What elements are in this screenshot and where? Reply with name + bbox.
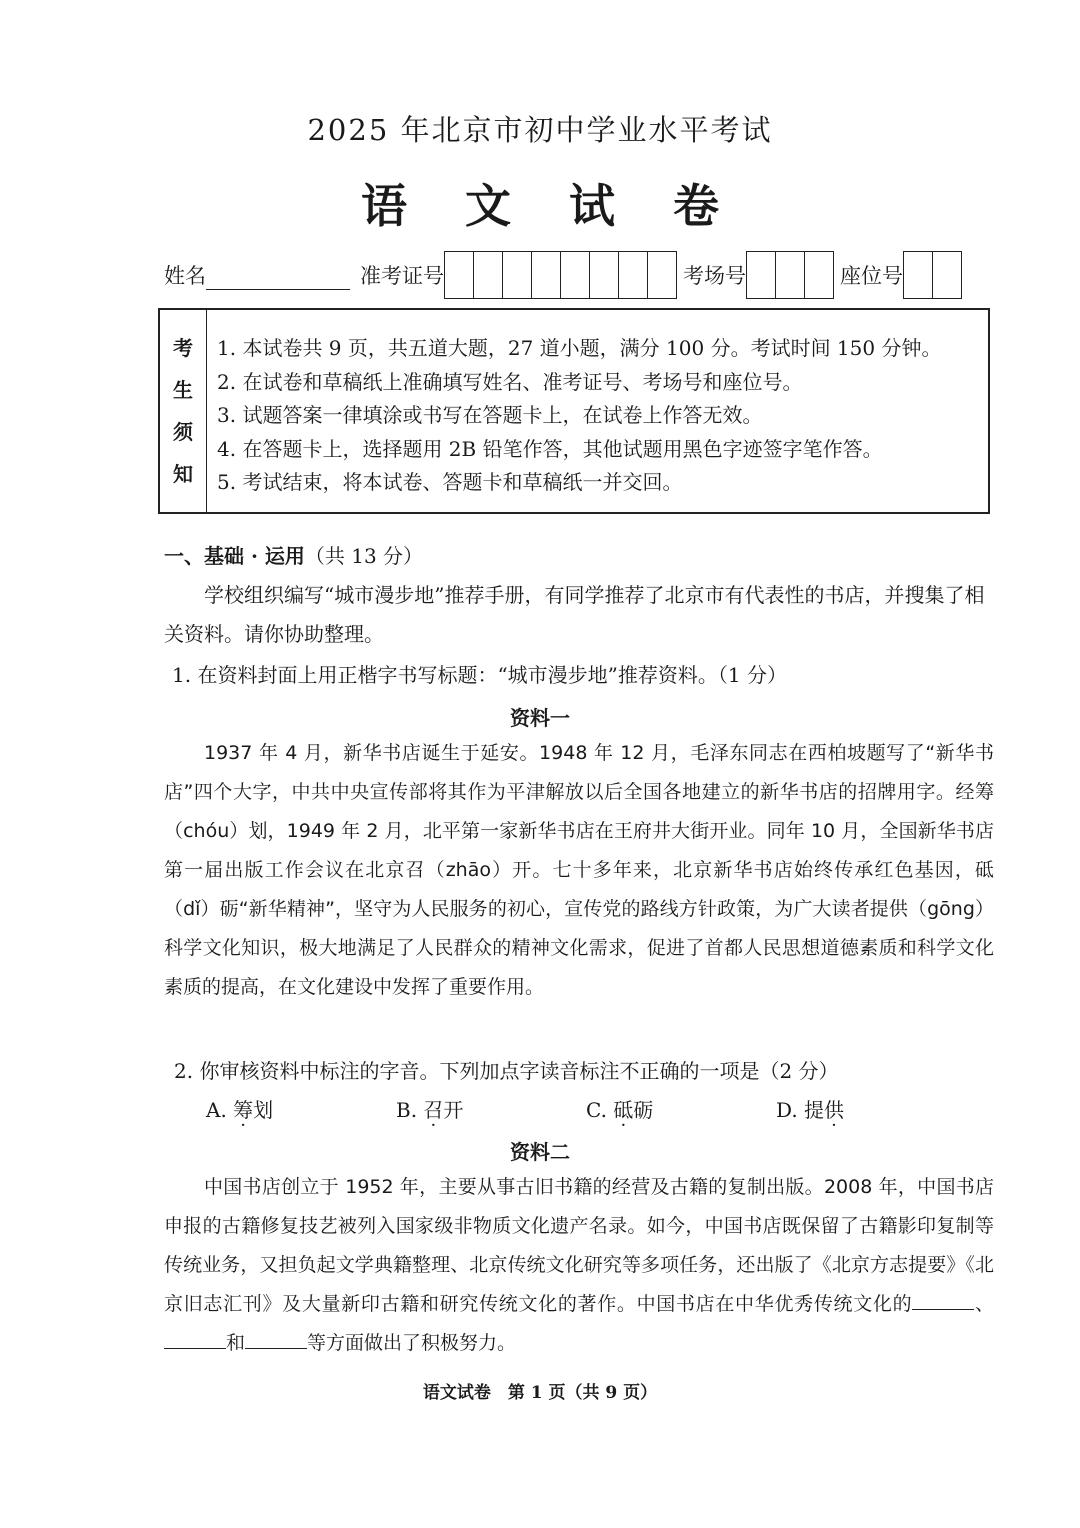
- material-2-text: [164, 1168, 994, 1363]
- material-2-ending: 等方面做出了积极努力。: [307, 1332, 517, 1354]
- exam-year-title: 2025 年北京市初中学业水平考试: [307, 113, 773, 147]
- section-intro: 学校组织编写“城市漫步地”推荐手册，有同学推荐了北京市有代表性的书店，并搜集了相关资料。请你协助整理。: [164, 583, 985, 646]
- exam-main-title: 语文试卷: [361, 179, 777, 233]
- notice-item: 3. 试题答案一律填涂或书写在答题卡上，在试卷上作答无效。: [217, 403, 763, 427]
- fill-blank-2[interactable]: [164, 1330, 226, 1349]
- exam-number-label: 准考证号: [360, 264, 444, 288]
- question-1: 1. 在资料封面上用正楷字书写标题：“城市漫步地”推荐资料。（1 分）: [172, 663, 787, 687]
- fill-blank-3[interactable]: [245, 1330, 307, 1349]
- notice-item: 2. 在试卷和草稿纸上准确填写姓名、准考证号、考场号和座位号。: [217, 369, 803, 394]
- section-title: 一、基础 · 运用: [164, 544, 305, 568]
- notice-item: 1. 本试卷共 9 页，共五道大题，27 道小题，满分 100 分。考试时间 150 分钟。: [217, 336, 942, 360]
- notice-side-char: 知: [173, 462, 193, 486]
- option-d[interactable]: D. 提供: [776, 1098, 845, 1122]
- notice-side-label: [160, 310, 207, 512]
- question-2-options: [206, 1094, 966, 1123]
- material-1-text: 1937 年 4 月，新华书店诞生于延安。1948 年 12 月，毛泽东同志在西柏坡题写了“新华书店”四个大字，中共中央宣传部将其作为平津解放以后全国各地建立的新华书店的招牌用字。经筹（chóu）划，1949 年 2 月，北平第一家新华书店在王府井大街开业。同年 10 月，全国新华书店第一届出版工作会议在北京召（zhāo）开。七十多年来，北京新华书店始终传承红色基因，砥（dǐ）砺“新华精神”，坚守为人民服务的初心，宣传党的路线方针政策，为广大读者提供（gōng）科学文化知识，极大地满足了人民群众的精神文化需求，促进了首都人民思想道德素质和科学文化素质的提高，在文化建设中发挥了重要作用。: [164, 742, 994, 998]
- room-number-boxes: [746, 251, 834, 299]
- question-2: 2. 你审核资料中标注的字音。下列加点字读音标注不正确的一项是（2 分）: [174, 1059, 839, 1083]
- fill-blank-1[interactable]: [912, 1291, 974, 1310]
- blank-conjunction: 和: [226, 1332, 246, 1354]
- section-heading: [164, 540, 423, 569]
- candidate-notice-box: [158, 308, 990, 514]
- seat-number-label: 座位号: [840, 264, 903, 288]
- name-label: 姓名: [164, 264, 206, 288]
- notice-side-char: 生: [173, 378, 193, 402]
- section-points: （共 13 分）: [304, 544, 424, 568]
- page-footer: 语文试卷 第 1 页（共 9 页）: [422, 1383, 658, 1403]
- material-1-heading: 资料一: [510, 706, 570, 730]
- option-a[interactable]: A. 筹划: [206, 1098, 274, 1122]
- name-blank: [206, 261, 350, 290]
- blank-separator: 、: [974, 1293, 994, 1315]
- option-c[interactable]: C. 砥砺: [586, 1098, 654, 1122]
- candidate-info-row: [164, 250, 994, 300]
- option-b[interactable]: B. 召开: [396, 1098, 464, 1122]
- notice-item: 4. 在答题卡上，选择题用 2B 铅笔作答，其他试题用黑色字迹签字笔作答。: [217, 436, 883, 461]
- notice-item: 5. 考试结束，将本试卷、答题卡和草稿纸一并交回。: [217, 470, 683, 494]
- seat-number-boxes: [903, 251, 962, 299]
- material-2-heading: 资料二: [510, 1140, 570, 1164]
- room-number-label: 考场号: [683, 264, 746, 288]
- exam-number-boxes: [444, 251, 677, 299]
- material-2-body: 中国书店创立于 1952 年，主要从事古旧书籍的经营及古籍的复制出版。2008 年，中国书店申报的古籍修复技艺被列入国家级非物质文化遗产名录。如今，中国书店既保留了古籍影印复制等传统业务，又担负起文学典籍整理、北京传统文化研究等多项任务，还出版了《北京方志提要》《北京旧志汇刊》及大量新印古籍和研究传统文化的著作。中国书店在中华优秀传统文化的: [164, 1176, 994, 1315]
- notice-items: [207, 310, 941, 512]
- notice-side-char: 须: [173, 420, 193, 444]
- notice-side-char: 考: [173, 336, 193, 360]
